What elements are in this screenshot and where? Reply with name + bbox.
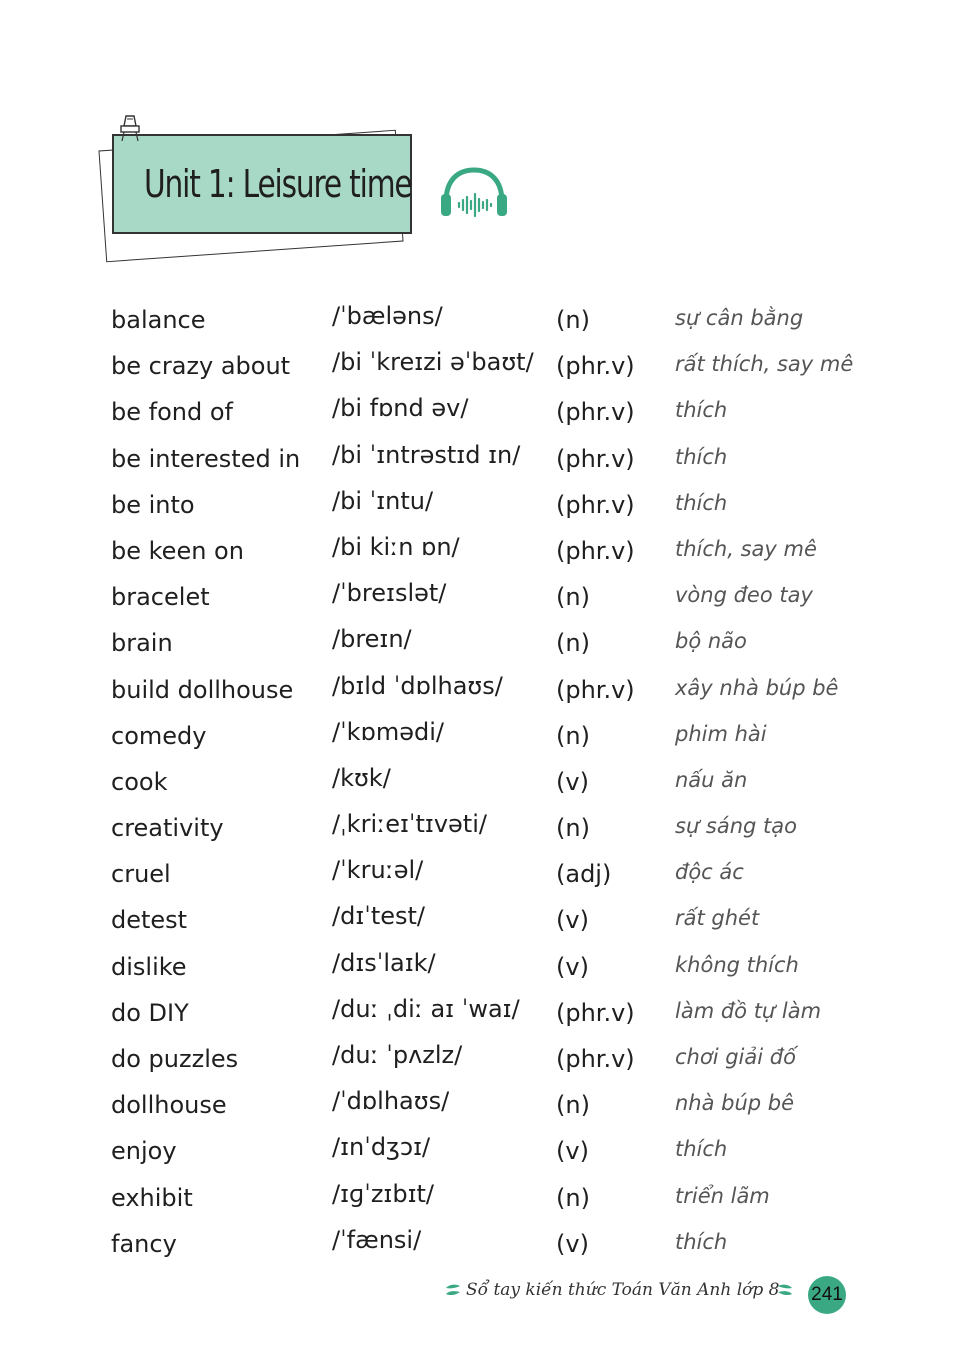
vocab-meaning: độc ác [675,860,744,885]
vocab-ipa: /ˈbreɪslət/ [332,579,447,608]
vocab-meaning: không thích [675,952,799,977]
vocab-meaning: làm đồ tự làm [675,998,822,1023]
vocab-row [111,808,871,854]
paper-clip-icon [118,114,142,142]
vocab-ipa: /bi kiːn ɒn/ [332,532,460,561]
vocab-ipa: /bi ˈɪntrəstɪd ɪn/ [332,440,521,469]
vocab-row [111,1039,871,1085]
vocabulary-list [111,300,871,1270]
vocab-row [111,485,871,531]
vocab-meaning: thích [675,1137,728,1162]
page-number: 241 [808,1276,846,1314]
vocab-row [111,623,871,669]
vocab-part-of-speech: (phr.v) [556,398,635,427]
vocab-row [111,762,871,808]
vocab-part-of-speech: (phr.v) [556,675,635,704]
vocab-ipa: /ˈkɒmədi/ [332,717,444,746]
vocab-meaning: nấu ăn [675,767,748,792]
vocab-part-of-speech: (v) [556,906,589,935]
vocab-part-of-speech: (phr.v) [556,536,635,565]
vocab-row [111,1178,871,1224]
vocab-part-of-speech: (phr.v) [556,998,635,1027]
vocab-word: be into [111,490,195,519]
vocab-part-of-speech: (n) [556,583,590,612]
vocab-row [111,1131,871,1177]
vocab-word: build dollhouse [111,675,294,704]
vocab-row [111,1085,871,1131]
vocab-ipa: /duː ˌdiː aɪ ˈwaɪ/ [332,994,520,1023]
vocab-word: cruel [111,860,171,889]
vocab-ipa: /ˌkriːeɪˈtɪvəti/ [332,810,487,839]
vocab-word: balance [111,306,206,334]
vocab-ipa: /bi ˈkreɪzi əˈbaʊt/ [332,348,534,377]
vocab-ipa: /ˈkruːəl/ [332,856,424,885]
vocab-meaning: thích [675,398,728,423]
vocab-ipa: /dɪsˈlaɪk/ [332,948,436,977]
vocab-word: do DIY [111,998,189,1027]
vocab-part-of-speech: (v) [556,1137,589,1166]
vocab-row [111,670,871,716]
vocab-ipa: /duː ˈpʌzlz/ [332,1041,463,1069]
vocab-word: cook [111,767,168,796]
vocab-part-of-speech: (n) [556,1091,590,1120]
vocab-meaning: sự cân bằng [675,306,804,330]
vocab-meaning: thích [675,1229,728,1254]
vocab-word: creativity [111,814,224,843]
unit-title-block [96,112,426,262]
vocab-meaning: chơi giải đố [675,1045,796,1069]
vocab-row [111,392,871,438]
vocab-word: brain [111,629,173,658]
vocab-meaning: phim hài [675,721,767,746]
vocab-row [111,577,871,623]
vocab-row [111,716,871,762]
vocab-word: be interested in [111,444,301,473]
vocab-ipa: /ˈdɒlhaʊs/ [332,1087,450,1116]
vocab-word: enjoy [111,1137,177,1166]
vocab-ipa: /bi fɒnd əv/ [332,394,469,423]
vocab-part-of-speech: (phr.v) [556,490,635,519]
vocab-ipa: /ˈbæləns/ [332,302,443,330]
vocab-meaning: vòng đeo tay [675,583,813,608]
vocab-part-of-speech: (n) [556,306,590,334]
vocab-word: bracelet [111,583,210,612]
vocab-part-of-speech: (v) [556,1229,589,1258]
vocab-part-of-speech: (v) [556,767,589,796]
vocab-word: detest [111,906,188,935]
vocab-meaning: rất thích, say mê [675,352,854,377]
vocab-meaning: bộ não [675,629,747,654]
vocab-part-of-speech: (n) [556,1183,590,1212]
vocab-word: be crazy about [111,352,291,381]
vocab-ipa: /bɪld ˈdɒlhaʊs/ [332,671,503,700]
vocab-part-of-speech: (v) [556,952,589,981]
vocab-meaning: xây nhà búp bê [675,675,839,700]
vocab-row [111,531,871,577]
vocab-part-of-speech: (phr.v) [556,444,635,473]
vocab-part-of-speech: (n) [556,721,590,750]
vocab-meaning: triển lãm [675,1183,770,1208]
vocab-part-of-speech: (phr.v) [556,1045,635,1073]
vocab-row [111,993,871,1039]
vocab-ipa: /ɪɡˈzɪbɪt/ [332,1179,434,1208]
vocab-word: exhibit [111,1183,193,1212]
vocab-ipa: /ˈfænsi/ [332,1225,422,1254]
headphones-audio-icon[interactable] [438,164,510,224]
page-footer [444,1276,864,1312]
title-card [112,134,412,234]
vocab-part-of-speech: (n) [556,814,590,843]
leaf-icon [444,1282,462,1300]
vocab-ipa: /ɪnˈdʒɔɪ/ [332,1133,431,1162]
vocab-meaning: nhà búp bê [675,1091,795,1116]
vocab-ipa: /dɪˈtest/ [332,902,426,931]
vocab-row [111,300,871,346]
vocab-ipa: /breɪn/ [332,625,412,654]
vocab-row [111,439,871,485]
vocab-row [111,900,871,946]
vocab-meaning: thích [675,444,728,469]
leaf-icon [776,1282,794,1300]
vocab-meaning: sự sáng tạo [675,814,798,839]
vocab-row [111,947,871,993]
vocab-ipa: /bi ˈɪntu/ [332,486,434,515]
vocab-row [111,1224,871,1270]
vocab-meaning: thích [675,490,728,515]
vocab-word: dislike [111,952,187,981]
vocab-word: dollhouse [111,1091,227,1120]
book-title: Sổ tay kiến thức Toán Văn Anh lớp 8 [466,1280,780,1300]
vocab-row [111,854,871,900]
vocab-word: comedy [111,721,207,750]
vocab-row [111,346,871,392]
vocab-part-of-speech: (adj) [556,860,612,889]
unit-title: Unit 1: Leisure time [144,162,412,206]
vocab-ipa: /kʊk/ [332,763,391,792]
vocab-word: do puzzles [111,1045,239,1073]
vocab-part-of-speech: (phr.v) [556,352,635,381]
vocab-word: be fond of [111,398,233,427]
vocab-word: be keen on [111,536,244,565]
vocab-word: fancy [111,1229,177,1258]
vocab-part-of-speech: (n) [556,629,590,658]
vocab-meaning: thích, say mê [675,536,817,561]
vocab-meaning: rất ghét [675,906,760,931]
